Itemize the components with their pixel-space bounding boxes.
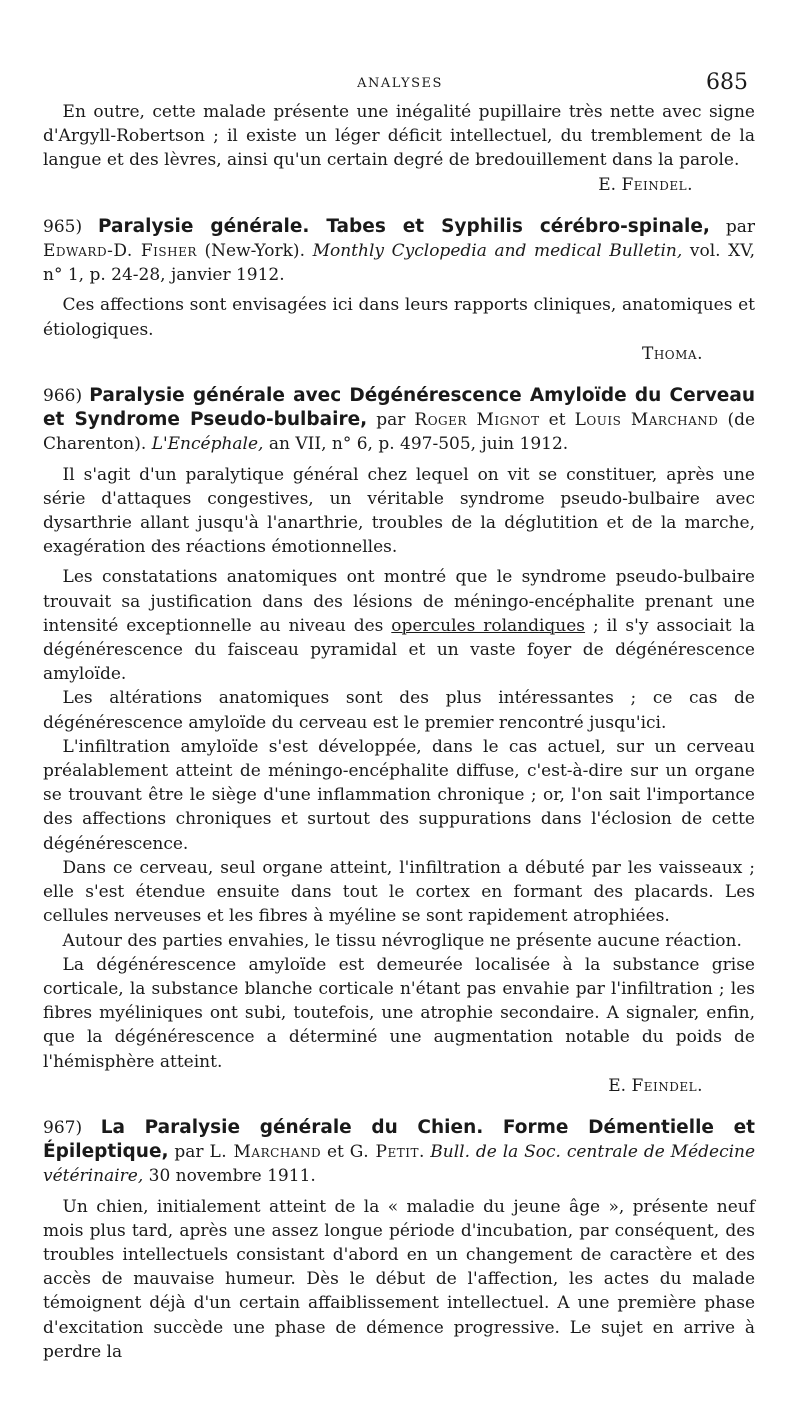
- entry-965-number: 965): [43, 216, 83, 237]
- entry-966-paragraph-1: Il s'agit d'un paralytique général chez lequel on vit se constituer, après une série d'attaques congestives, un véritable syndrome pseudo-bulbaire avec dysarthrie allant jusqu'à l'anarthrie, troubles de la déglutition et de la marche, exagération des réactions émotionnelles.: [43, 464, 755, 558]
- entry-967-citation: 30 novembre 1911.: [143, 1166, 316, 1187]
- entry-965-par: par: [709, 216, 755, 237]
- entry-967-title: La Paralysie générale du Chien. Forme Démentielle et Épileptique,: [43, 1116, 755, 1163]
- entry-965-body: Ces affections sont envisagées ici dans leurs rapports cliniques, anatomiques et étiologiques.: [43, 295, 755, 340]
- entry-966-paragraph-4: L'infiltration amyloïde s'est développée, dans le cas actuel, sur un cerveau préalablement atteint de méningo-encéphalite diffuse, c'est-à-dire sur un organe se trouvant être le siège d'une inflammation chronique ; or, l'on sait l'importance des affections chroniques et surtout des suppurations dans l'éclosion de cette dégénérescence.: [43, 736, 755, 854]
- entry-967-et: et: [321, 1142, 350, 1163]
- entry-966-signature-name: Feindel.: [631, 1075, 703, 1096]
- entry-965-title: Paralysie générale. Tabes et Syphilis cérébro-spinale,: [97, 215, 710, 237]
- intro-signature-initial: E.: [598, 174, 622, 195]
- entry-966-title: Paralysie générale avec Dégénérescence Amyloïde du Cerveau et Syndrome Pseudo-bulbaire,: [43, 385, 755, 431]
- entry-967-paragraph-1: Un chien, initialement atteint de la « maladie du jeune âge », présente neuf mois plus tard, après une assez longue période d'incubation, par conséquent, des troubles intellectuels consistant d'abord en un changement de caractère et des accès de mauvaise humeur. Dès le début de l'affection, les actes du malade témoignent déjà d'un certain affaiblissement intellectuel. A une première phase d'excitation succède une phase de démence progressive. Le sujet en arrive à perdre la: [43, 1196, 755, 1362]
- entry-966-location: (de Charenton).: [43, 410, 756, 455]
- page-body: [43, 100, 755, 1364]
- entry-966-paragraph-7: La dégénérescence amyloïde est demeurée localisée à la substance grise corticale, la substance blanche corticale n'étant pas envahie par l'infiltration ; les fibres myéliniques ont subi, toutefois, une atrophie secondaire. A signaler, enfin, que la dégénérescence a déterminé une augmentation notable du poids de l'hémisphère atteint.: [43, 954, 755, 1072]
- entry-966-journal: L'Encéphale,: [151, 434, 264, 455]
- entry-966-heading: [43, 384, 755, 457]
- intro-signature: [43, 173, 755, 197]
- entry-967-journal: Bull. de la Soc. centrale de Médecine vétérinaire,: [43, 1142, 756, 1187]
- page-header: [40, 70, 760, 96]
- entry-967-heading: [43, 1116, 755, 1189]
- entry-967-number: 967): [43, 1117, 83, 1138]
- entry-966-author-1: Roger Mignot: [414, 410, 540, 431]
- entry-965-location: (New-York).: [196, 241, 313, 262]
- entry-966-underlined-term: opercules rolandiques: [391, 615, 586, 636]
- entry-966-author-2: Louis Marchand: [574, 410, 719, 431]
- entry-965-signature: [43, 342, 755, 366]
- entry-966-signature-initial: E.: [608, 1075, 632, 1096]
- entry-966-paragraph-3: Les altérations anatomiques sont des plus intéressantes ; ce cas de dégénérescence amyloïde du cerveau est le premier rencontré jusqu'ici.: [43, 688, 755, 733]
- entry-967-sep: .: [418, 1142, 431, 1163]
- entry-966-paragraph-2: [43, 565, 755, 686]
- entry-965-signature-name: Thoma.: [642, 343, 703, 364]
- running-title: ANALYSES: [357, 76, 443, 91]
- entry-966-signature: [43, 1074, 755, 1098]
- entry-965-author: Edward-D. Fisher: [43, 241, 197, 262]
- entry-966-par: par: [367, 410, 415, 431]
- entry-966-number: 966): [43, 386, 83, 407]
- entry-965-journal: Monthly Cyclopedia and medical Bulletin,: [312, 241, 683, 262]
- entry-965-citation: vol. XV, n° 1, p. 24-28, janvier 1912.: [43, 241, 755, 286]
- intro-signature-name: Feindel.: [621, 174, 693, 195]
- entry-966-paragraph-2-start: Les constatations anatomiques ont montré que le syndrome pseudo-bulbaire trouvait sa justification dans des lésions de méningo-encéphalite prenant une intensité exceptionnelle au niveau des: [43, 567, 755, 636]
- entry-967-author-1: L. Marchand: [209, 1142, 322, 1163]
- intro-paragraph: En outre, cette malade présente une inégalité pupillaire très nette avec signe d'Argyll-Robertson ; il existe un léger déficit intellectuel, du tremblement de la langue et des lèvres, ainsi qu'un certain degré de bredouillement dans la parole.: [43, 102, 755, 171]
- page-number: 685: [706, 70, 748, 95]
- entry-965-heading: [43, 215, 755, 288]
- entry-966-paragraph-2-end: ; il s'y associait la dégénérescence du faisceau pyramidal et un vaste foyer de dégénérescence amyloïde.: [43, 615, 756, 685]
- entry-967-par: par: [168, 1142, 210, 1163]
- entry-966-citation: an VII, n° 6, p. 497-505, juin 1912.: [263, 434, 569, 455]
- entry-966-et: et: [539, 410, 575, 431]
- entry-966-paragraph-5: Dans ce cerveau, seul organe atteint, l'infiltration a débuté par les vaisseaux ; elle s'est étendue ensuite dans tout le cortex en formant des placards. Les cellules nerveuses et les fibres à myéline se sont rapidement atrophiées.: [43, 857, 755, 927]
- entry-967-author-2: G. Petit: [349, 1142, 419, 1163]
- entry-966-paragraph-6: Autour des parties envahies, le tissu névroglique ne présente aucune réaction.: [62, 930, 742, 951]
